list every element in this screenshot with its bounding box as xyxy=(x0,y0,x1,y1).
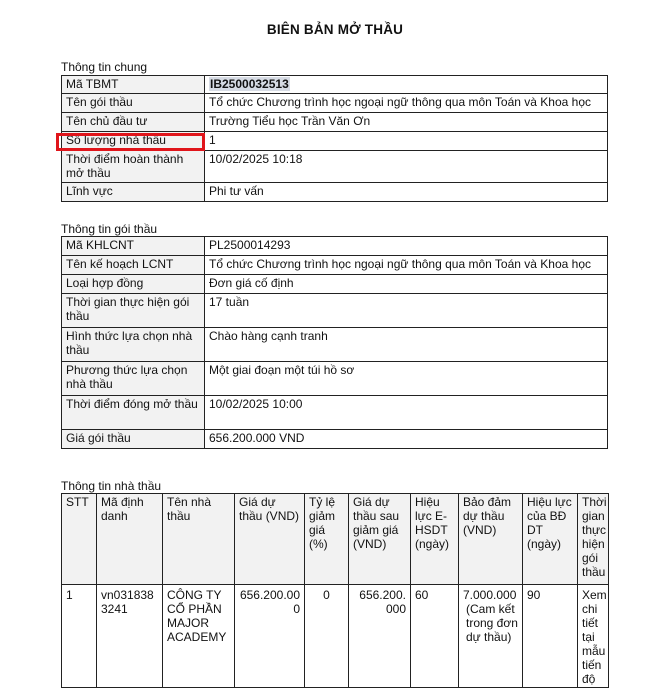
bidders-info-label: Thông tin nhà thầu xyxy=(61,479,162,493)
highlight-box xyxy=(56,133,205,151)
field-label: Phương thức lựa chọn nhà thầu xyxy=(62,362,205,396)
column-header: Mã định danh xyxy=(97,494,163,585)
field-value: Một giai đoạn một túi hồ sơ xyxy=(205,362,608,396)
column-header: Giá dự thầu sau giảm giá (VND) xyxy=(349,494,411,585)
table-row xyxy=(62,328,608,362)
cell-stt: 1 xyxy=(62,585,97,688)
table-row xyxy=(62,94,608,113)
field-label: Giá gói thầu xyxy=(62,430,205,449)
cell-gia-du-thau: 656.200.000 xyxy=(235,585,305,688)
field-value: Tổ chức Chương trình học ngoại ngữ thông qua môn Toán và Khoa học xyxy=(205,94,608,113)
field-label: Thời điểm hoàn thành mở thầu xyxy=(62,151,205,183)
column-header: Hiệu lực E-HSDT (ngày) xyxy=(411,494,459,585)
cell-bao-dam xyxy=(459,585,523,688)
table-row xyxy=(62,294,608,328)
cell-ten-nha-thau: CÔNG TY CỔ PHẦN MAJOR ACADEMY xyxy=(163,585,235,688)
field-label: Mã TBMT xyxy=(62,76,205,94)
field-label: Loại hợp đồng xyxy=(62,275,205,294)
document-title: BIÊN BẢN MỞ THẦU xyxy=(266,22,404,37)
field-value: 656.200.000 VND xyxy=(205,430,608,449)
package-info-table xyxy=(61,236,608,449)
table-row xyxy=(62,396,608,430)
field-value: Đơn giá cố định xyxy=(205,275,608,294)
field-label: Số lượng nhà thầu xyxy=(62,132,205,151)
field-label: Tên kế hoạch LCNT xyxy=(62,256,205,275)
table-row xyxy=(62,237,608,256)
tbmt-code[interactable]: IB2500032513 xyxy=(210,77,289,91)
cell-ty-le: 0 xyxy=(305,585,349,688)
field-value: 10/02/2025 10:00 xyxy=(205,396,608,430)
field-value: PL2500014293 xyxy=(205,237,608,256)
table-row xyxy=(62,113,608,132)
field-label: Tên gói thầu xyxy=(62,94,205,113)
column-header: Giá dự thầu (VND) xyxy=(235,494,305,585)
column-header: Thời gian thực hiện gói thầu xyxy=(578,494,609,585)
field-label: Thời điểm đóng mở thầu xyxy=(62,396,205,430)
table-row xyxy=(62,183,608,202)
field-label: Mã KHLCNT xyxy=(62,237,205,256)
field-value: Trường Tiểu học Trần Văn Ơn xyxy=(205,113,608,132)
table-row xyxy=(62,585,609,688)
table-row xyxy=(62,275,608,294)
cell-ma-dinh-danh: vn0318383241 xyxy=(97,585,163,688)
tbmt-value xyxy=(205,76,608,94)
general-info-label: Thông tin chung xyxy=(61,60,148,74)
cell-hieu-luc: 60 xyxy=(411,585,459,688)
table-row xyxy=(62,256,608,275)
field-value: 17 tuần xyxy=(205,294,608,328)
field-label: Tên chủ đầu tư xyxy=(62,113,205,132)
table-row xyxy=(62,362,608,396)
column-header: STT xyxy=(62,494,97,585)
cell-gia-sau-giam: 656.200.000 xyxy=(349,585,411,688)
column-header: Hiệu lực của BĐ DT (ngày) xyxy=(523,494,578,585)
field-value: 1 xyxy=(205,132,608,151)
table-row xyxy=(62,76,608,94)
table-row xyxy=(62,151,608,183)
field-value: Tổ chức Chương trình học ngoại ngữ thông qua môn Toán và Khoa học xyxy=(205,256,608,275)
bao-dam-value: 7.000.000 xyxy=(463,588,517,602)
table-header-row xyxy=(62,494,609,585)
field-label: Lĩnh vực xyxy=(62,183,205,202)
field-value: 10/02/2025 10:18 xyxy=(205,151,608,183)
column-header: Tỷ lệ giảm giá (%) xyxy=(305,494,349,585)
bao-dam-note: (Cam kết trong đơn dự thầu) xyxy=(466,602,518,644)
field-label: Thời gian thực hiện gói thầu xyxy=(62,294,205,328)
package-info-label: Thông tin gói thầu xyxy=(61,222,158,236)
cell-hieu-luc-bd: 90 xyxy=(523,585,578,688)
table-row xyxy=(62,430,608,449)
column-header: Bảo đảm dự thầu (VND) xyxy=(459,494,523,585)
column-header: Tên nhà thầu xyxy=(163,494,235,585)
cell-thoi-gian: Xem chi tiết tại mẫu tiến độ xyxy=(578,585,609,688)
field-value: Chào hàng cạnh tranh xyxy=(205,328,608,362)
field-label: Hình thức lựa chọn nhà thầu xyxy=(62,328,205,362)
field-value: Phi tư vấn xyxy=(205,183,608,202)
bidders-table xyxy=(61,493,609,688)
